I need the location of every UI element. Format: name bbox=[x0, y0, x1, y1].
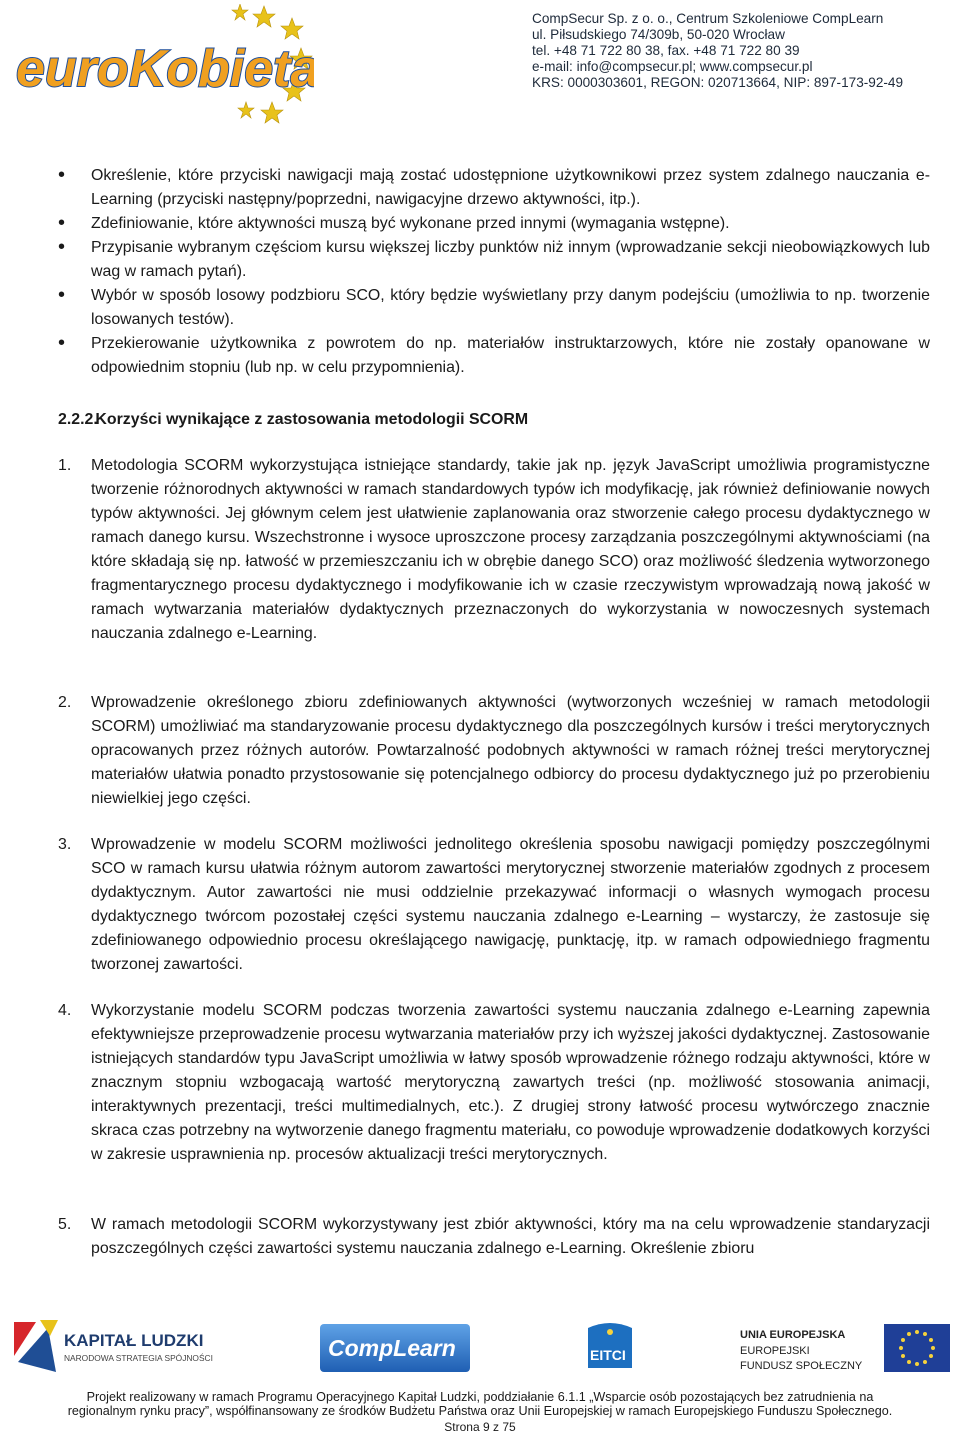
paragraph-number: 3. bbox=[58, 836, 72, 853]
kapital-ludzki-subtitle: NARODOWA STRATEGIA SPÓJNOŚCI bbox=[64, 1353, 213, 1363]
logo-text: euroKobieta bbox=[16, 40, 314, 98]
eurokobieta-logo bbox=[14, 4, 314, 124]
contact-line-email[interactable]: e-mail: info@compsecur.pl; www.compsecur.pl bbox=[532, 59, 813, 74]
eitci-logo bbox=[582, 1318, 638, 1376]
page-number: Strona 9 z 75 bbox=[444, 1420, 516, 1434]
complearn-text: CompLearn bbox=[328, 1335, 456, 1361]
kapital-ludzki-mark bbox=[10, 1316, 220, 1378]
footer-note-line: Projekt realizowany w ramach Programu Operacyjnego Kapitał Ludzki, poddziałanie 6.1.1 „Wsparcie osób pozostających bez zatrudnienia na bbox=[86, 1390, 874, 1404]
paragraph-text: Metodologia SCORM wykorzystująca istniejące standardy, takie jak np. język JavaScript umożliwia programistyczne tworzenie różnorodnych aktywności w ramach standardowych typów ich modyfikację, jak również definiowanie nowych typów aktywności. Jej głównym celem jest ułatwienie zaplanowania oraz stworzenie całego procesu dydaktycznego w ramach danego kursu. Wszechstronne i wysoce uproszczone procesy zarządzania poszczególnymi aktywnościami (na które składają się np. łatwość w przemieszczaniu ich w obrębie danego SCO) oraz możliwość śledzenia wytworzonego fragmentarycznego procesu dydaktycznego i modyfikowanie ich w czasie rzeczywistym wprowadzają nową jakość w ramach wytwarzania materiałów dydaktycznych przeznaczonych do wykorzystania w nowoczesnych systemach nauczania zdalnego e-Learning. bbox=[91, 457, 930, 642]
section-heading bbox=[58, 408, 930, 432]
kapital-ludzki-title: KAPITAŁ LUDZKI bbox=[64, 1331, 204, 1350]
footer-logos bbox=[0, 1310, 960, 1386]
paragraph-number: 2. bbox=[58, 694, 72, 711]
numbered-paragraph bbox=[58, 691, 930, 811]
paragraph-text: Wykorzystanie modelu SCORM podczas tworzenia zawartości systemu nauczania zdalnego e-Learning zapewnia efektywniejsze przeprowadzenie procesu wytwarzania materiałów przy ich wyższej jakości dydaktycznej. Zastosowanie istniejących standardów typu JavaScript umożliwia w łatwy sposób wprowadzenie różnego rodzaju aktywności, które w znacznym stopniu wzbogacają wartość merytoryczną zawartych treści (np. możliwość stosowania animacji, interaktywnych prezentacji, treści multimedialnych, etc.). Z drugiej strony łatwość procesu wytwórczego znacznie skraca czas potrzebny na wytworzenie danego fragmentu materiału, co powoduje wprowadzenie dodatkowych korzyści w zakresie usprawnienia np. procesów aktualizacji treści merytorycznych. bbox=[91, 1002, 930, 1163]
section-title: Korzyści wynikające z zastosowania metodologii SCORM bbox=[95, 411, 529, 428]
paragraph-text: Wprowadzenie w modelu SCORM możliwości jednolitego określenia sposobu nawigacji pomiędzy poszczególnymi SCO w ramach kursu ułatwia różnym autorom zawartości merytorycznej stworzenie materiałów zgodnych z procesem dydaktycznym. Autor zawartości nie musi oddzielnie przekazywać informacji o własnych wymogach procesu dydaktycznego twórcom pozostałej części systemu nauczania zdalnego e-Learning – wystarczy, że zastosuje się zdefiniowanego odpowiednio procesu określającego nawigację, punktację, itp. w ramach odpowiedniego fragmentu tworzonej zawartości. bbox=[91, 836, 930, 973]
footer-project-note bbox=[30, 1390, 930, 1418]
ue-efs-logo bbox=[736, 1324, 954, 1376]
numbered-paragraph bbox=[58, 999, 930, 1167]
contact-block bbox=[532, 11, 952, 91]
paragraph-text: Wprowadzenie określonego zbioru zdefiniowanych aktywności (wytworzonych wcześniej w ramach metodologii SCORM) umożliwiać ma standaryzowanie procesu dydaktycznego dla poszczególnych kursów i treści merytorycznych opracowanych przez różnych autorów. Powtarzalność podobnych aktywności w ramach różnej treści merytorycznej materiałów ułatwia ponadto przystosowanie się potencjalnego odbiorcy do procesu dydaktycznego już po przerobieniu niewielkiej jego części. bbox=[91, 694, 930, 807]
list-item: • Wybór w sposób losowy podzbioru SCO, który będzie wyświetlany przy danym podejściu (umożliwia to np. tworzenie losowanych testów). bbox=[58, 284, 930, 332]
list-item: • Określenie, które przyciski nawigacji mają zostać udostępnione użytkownikowi przez system zdalnego nauczania e-Learning (przyciski następny/poprzedni, nawigacyjne drzewo aktywności, itp.). bbox=[58, 164, 930, 212]
footer-note-line: regionalnym rynku pracy”, współfinansowany ze środków Budżetu Państwa oraz Unii Europejskiej w ramach Europejskiego Funduszu Społecznego. bbox=[67, 1404, 893, 1418]
kapital-ludzki-logo bbox=[10, 1316, 220, 1378]
list-item: • Przekierowanie użytkownika z powrotem do np. materiałów instruktarzowych, które nie zostały opanowane w odpowiednim stopniu (lub np. w celu przypomnienia). bbox=[58, 332, 930, 380]
contact-line: CompSecur Sp. z o. o., Centrum Szkoleniowe CompLearn bbox=[532, 11, 884, 26]
paragraph-number: 5. bbox=[58, 1216, 72, 1233]
eurokobieta-logo-graphic bbox=[14, 4, 314, 124]
ue-line1: UNIA EUROPEJSKA bbox=[740, 1329, 846, 1341]
eitci-mark bbox=[582, 1318, 638, 1376]
feature-bullet-list bbox=[58, 164, 930, 380]
contact-line: ul. Piłsudskiego 74/309b, 50-020 Wrocław bbox=[532, 27, 785, 42]
paragraph-number: 4. bbox=[58, 1002, 72, 1019]
ue-line3: FUNDUSZ SPOŁECZNY bbox=[740, 1360, 863, 1372]
section-number: 2.2.2. bbox=[58, 411, 98, 428]
complearn-mark bbox=[320, 1324, 470, 1372]
ue-line2: EUROPEJSKI bbox=[740, 1345, 810, 1357]
list-item: • Przypisanie wybranym częściom kursu większej liczby punktów niż innym (wprowadzanie sekcji nieobowiązkowych lub wag w ramach pytań). bbox=[58, 236, 930, 284]
page-header bbox=[0, 0, 960, 132]
list-item: • Zdefiniowanie, które aktywności muszą być wykonane przed innymi (wymagania wstępne). bbox=[58, 212, 930, 236]
numbered-paragraph bbox=[58, 454, 930, 646]
contact-line: KRS: 0000303601, REGON: 020713664, NIP: 897-173-92-49 bbox=[532, 75, 904, 90]
numbered-paragraph bbox=[58, 1213, 930, 1261]
eitci-text: EITCI bbox=[590, 1347, 626, 1363]
numbered-paragraph bbox=[58, 833, 930, 977]
ue-efs-mark bbox=[736, 1324, 954, 1376]
paragraph-number: 1. bbox=[58, 457, 72, 474]
paragraph-text: W ramach metodologii SCORM wykorzystywany jest zbiór aktywności, który ma na celu wprowadzenie standaryzacji poszczególnych części zawartości systemu nauczania zdalnego e-Learning. Określenie zbioru bbox=[91, 1216, 930, 1257]
complearn-logo bbox=[320, 1324, 470, 1372]
contact-line: tel. +48 71 722 80 38, fax. +48 71 722 80 39 bbox=[532, 43, 800, 58]
